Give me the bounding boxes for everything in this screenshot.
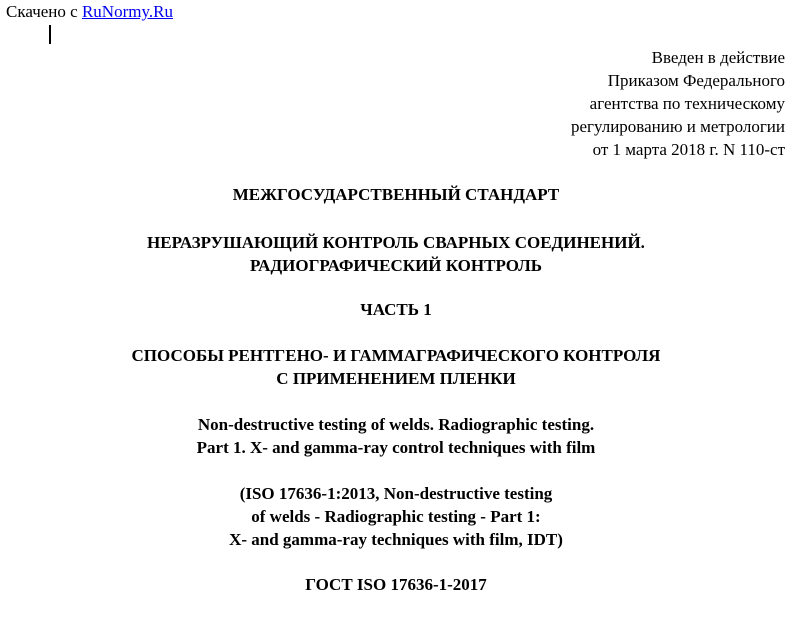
enactment-line: Введен в действие <box>651 48 785 67</box>
english-line: Part 1. X- and gamma-ray control techniques with film <box>196 438 596 457</box>
gost-designation: ГОСТ ISO 17636-1-2017 <box>305 575 487 594</box>
english-line: Non-destructive testing of welds. Radiographic testing. <box>197 415 595 434</box>
standard-title <box>0 231 792 277</box>
source-prefix: Скачено с <box>6 2 82 21</box>
iso-line: (ISO 17636-1:2013, Non-destructive testing <box>239 484 553 503</box>
designation-heading <box>0 573 792 596</box>
method-line: С ПРИМЕНЕНИЕМ ПЛЕНКИ <box>276 369 516 388</box>
enactment-block <box>571 46 785 161</box>
iso-reference <box>0 482 792 551</box>
iso-line: of welds - Radiographic testing - Part 1: <box>251 507 541 526</box>
method-line: СПОСОБЫ РЕНТГЕНО- И ГАММАГРАФИЧЕСКОГО КОНТРОЛЯ <box>131 346 661 365</box>
enactment-line: регулированию и метрологии <box>570 117 785 136</box>
english-title <box>0 413 792 459</box>
text-cursor <box>49 25 51 44</box>
title-line: НЕРАЗРУШАЮЩИЙ КОНТРОЛЬ СВАРНЫХ СОЕДИНЕНИЙ. <box>147 233 645 252</box>
enactment-line: Приказом Федерального <box>607 71 785 90</box>
part-heading <box>0 298 792 321</box>
enactment-line: от 1 марта 2018 г. N 110-ст <box>592 140 785 159</box>
source-link[interactable]: RuNormy.Ru <box>81 2 173 21</box>
part-label: ЧАСТЬ 1 <box>360 300 432 319</box>
enactment-line: агентства по техническому <box>589 94 785 113</box>
standard-type: МЕЖГОСУДАРСТВЕННЫЙ СТАНДАРТ <box>232 185 560 204</box>
method-heading <box>0 344 792 390</box>
title-line: РАДИОГРАФИЧЕСКИЙ КОНТРОЛЬ <box>249 256 543 275</box>
standard-type-heading <box>0 183 792 206</box>
iso-line: X- and gamma-ray techniques with film, IDT) <box>229 530 563 549</box>
source-line <box>6 1 173 23</box>
